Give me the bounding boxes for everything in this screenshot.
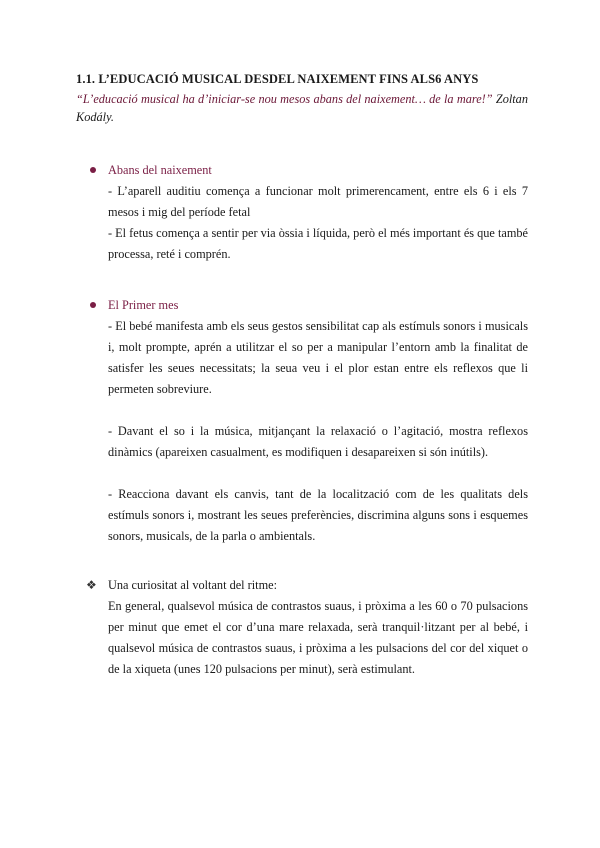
section-heading: 1.1. L’EDUCACIÓ MUSICAL DESDEL NAIXEMENT FINS ALS6 ANYS — [76, 72, 479, 86]
paragraph: - Reacciona davant els canvis, tant de la localització com de les qualitats dels estímuls sonors i, mostrant les seues preferències, discrimina alguns sons i esquemes sonors, musicals, de la parla o ambientals. — [108, 487, 528, 543]
curiosity-text: En general, qualsevol música de contrastos suaus, i pròxima a les 60 o 70 pulsacions per minut que emet el cor d’una mare relaxada, serà tranquil·litzant per al bebé, i qualsevol música de contrastos suaus, i pròxima a les pulsacions del cor del xiquet o de la xiqueta (unes 120 pulsacions per minut), serà estimulant. — [108, 599, 528, 676]
quote-author: Zoltan Kodály. — [76, 92, 528, 124]
curiosity-item — [76, 575, 528, 596]
quote-text: “L’educació musical ha d’iniciar-se nou mesos abans del naixement… de la mare!” — [76, 92, 493, 106]
section-before-birth — [76, 160, 528, 265]
kodaly-quote — [76, 90, 528, 126]
paragraph: - El bebé manifesta amb els seus gestos sensibilitat cap als estímuls sonors i musicals i, molt prompte, aprén a utilitzar el so per a manipular l’entorn amb la finalitat de satisfer les seues necessitats; la seua veu i el plor estan entre els reflexos que li permeten sobreviure. — [108, 319, 528, 396]
bullet-item — [76, 295, 528, 316]
section-first-month — [76, 295, 528, 547]
bullet-dot-icon — [90, 167, 96, 173]
diamond-bullet-icon: ❖ — [86, 578, 97, 592]
bullet-item — [76, 160, 528, 181]
bullet-title: Abans del naixement — [108, 163, 212, 177]
paragraph: - L’aparell auditiu comença a funcionar molt primerencament, entre els 6 i els 7 mesos i mig del període fetal — [108, 184, 528, 219]
paragraph: - Davant el so i la música, mitjançant la relaxació o l’agitació, mostra reflexos dinàmics (apareixen casualment, es modifiquen i desapareixen si són inútils). — [108, 424, 528, 459]
bullet-title: El Primer mes — [108, 298, 179, 312]
bullet-dot-icon — [90, 302, 96, 308]
curiosity-title: Una curiositat al voltant del ritme: — [108, 578, 278, 592]
paragraph: - El fetus comença a sentir per via òssia i líquida, però el més important és que també processa, reté i comprén. — [108, 226, 529, 261]
